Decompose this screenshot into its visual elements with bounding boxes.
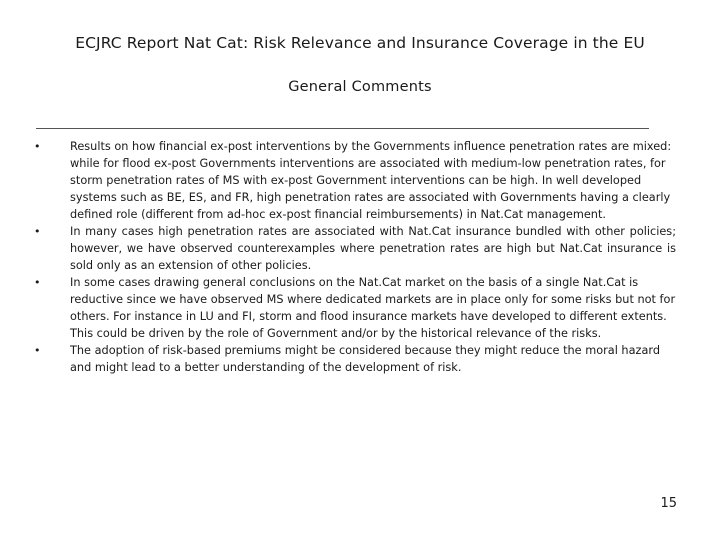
- bullet-item: [34, 274, 676, 342]
- slide-subtitle: General Comments: [288, 79, 432, 95]
- page-number: 15: [660, 496, 677, 511]
- bullet-marker: •: [34, 344, 41, 357]
- bullet-marker: •: [34, 225, 41, 238]
- bullet-text: In many cases high penetration rates are associated with Nat.Cat insurance bundled with other policies; however, we have observed counterexamples where penetration rates are high but Nat.Cat insurance is sold only as an extension of other policies.: [70, 225, 676, 272]
- bullet-marker: •: [34, 140, 41, 153]
- divider-line: [36, 128, 649, 129]
- bullet-list: [34, 138, 676, 376]
- bullet-item: [34, 138, 676, 223]
- bullet-item: [34, 223, 676, 274]
- bullet-text: In some cases drawing general conclusions on the Nat.Cat market on the basis of a single Nat.Cat is reductive since we have observed MS where dedicated markets are in place only for some risks but not for others. For instance in LU and FI, storm and flood insurance markets have developed to different extents. This could be driven by the role of Government and/or by the historical relevance of the risks.: [70, 276, 676, 340]
- bullet-text: Results on how financial ex-post interventions by the Governments influence penetration rates are mixed: while for flood ex-post Governments interventions are associated with medium-low penetration rates, for storm penetration rates of MS with ex-post Government interventions can be high. In well developed systems such as BE, ES, and FR, high penetration rates are associated with Governments having a clearly defined role (different from ad-hoc ex-post financial reimbursements) in Nat.Cat management.: [70, 140, 672, 221]
- bullet-item: [34, 342, 676, 376]
- bullet-text: The adoption of risk-based premiums might be considered because they might reduce the moral hazard and might lead to a better understanding of the development of risk.: [70, 344, 660, 374]
- bullet-marker: •: [34, 276, 41, 289]
- slide-title: ECJRC Report Nat Cat: Risk Relevance and Insurance Coverage in the EU: [75, 34, 645, 52]
